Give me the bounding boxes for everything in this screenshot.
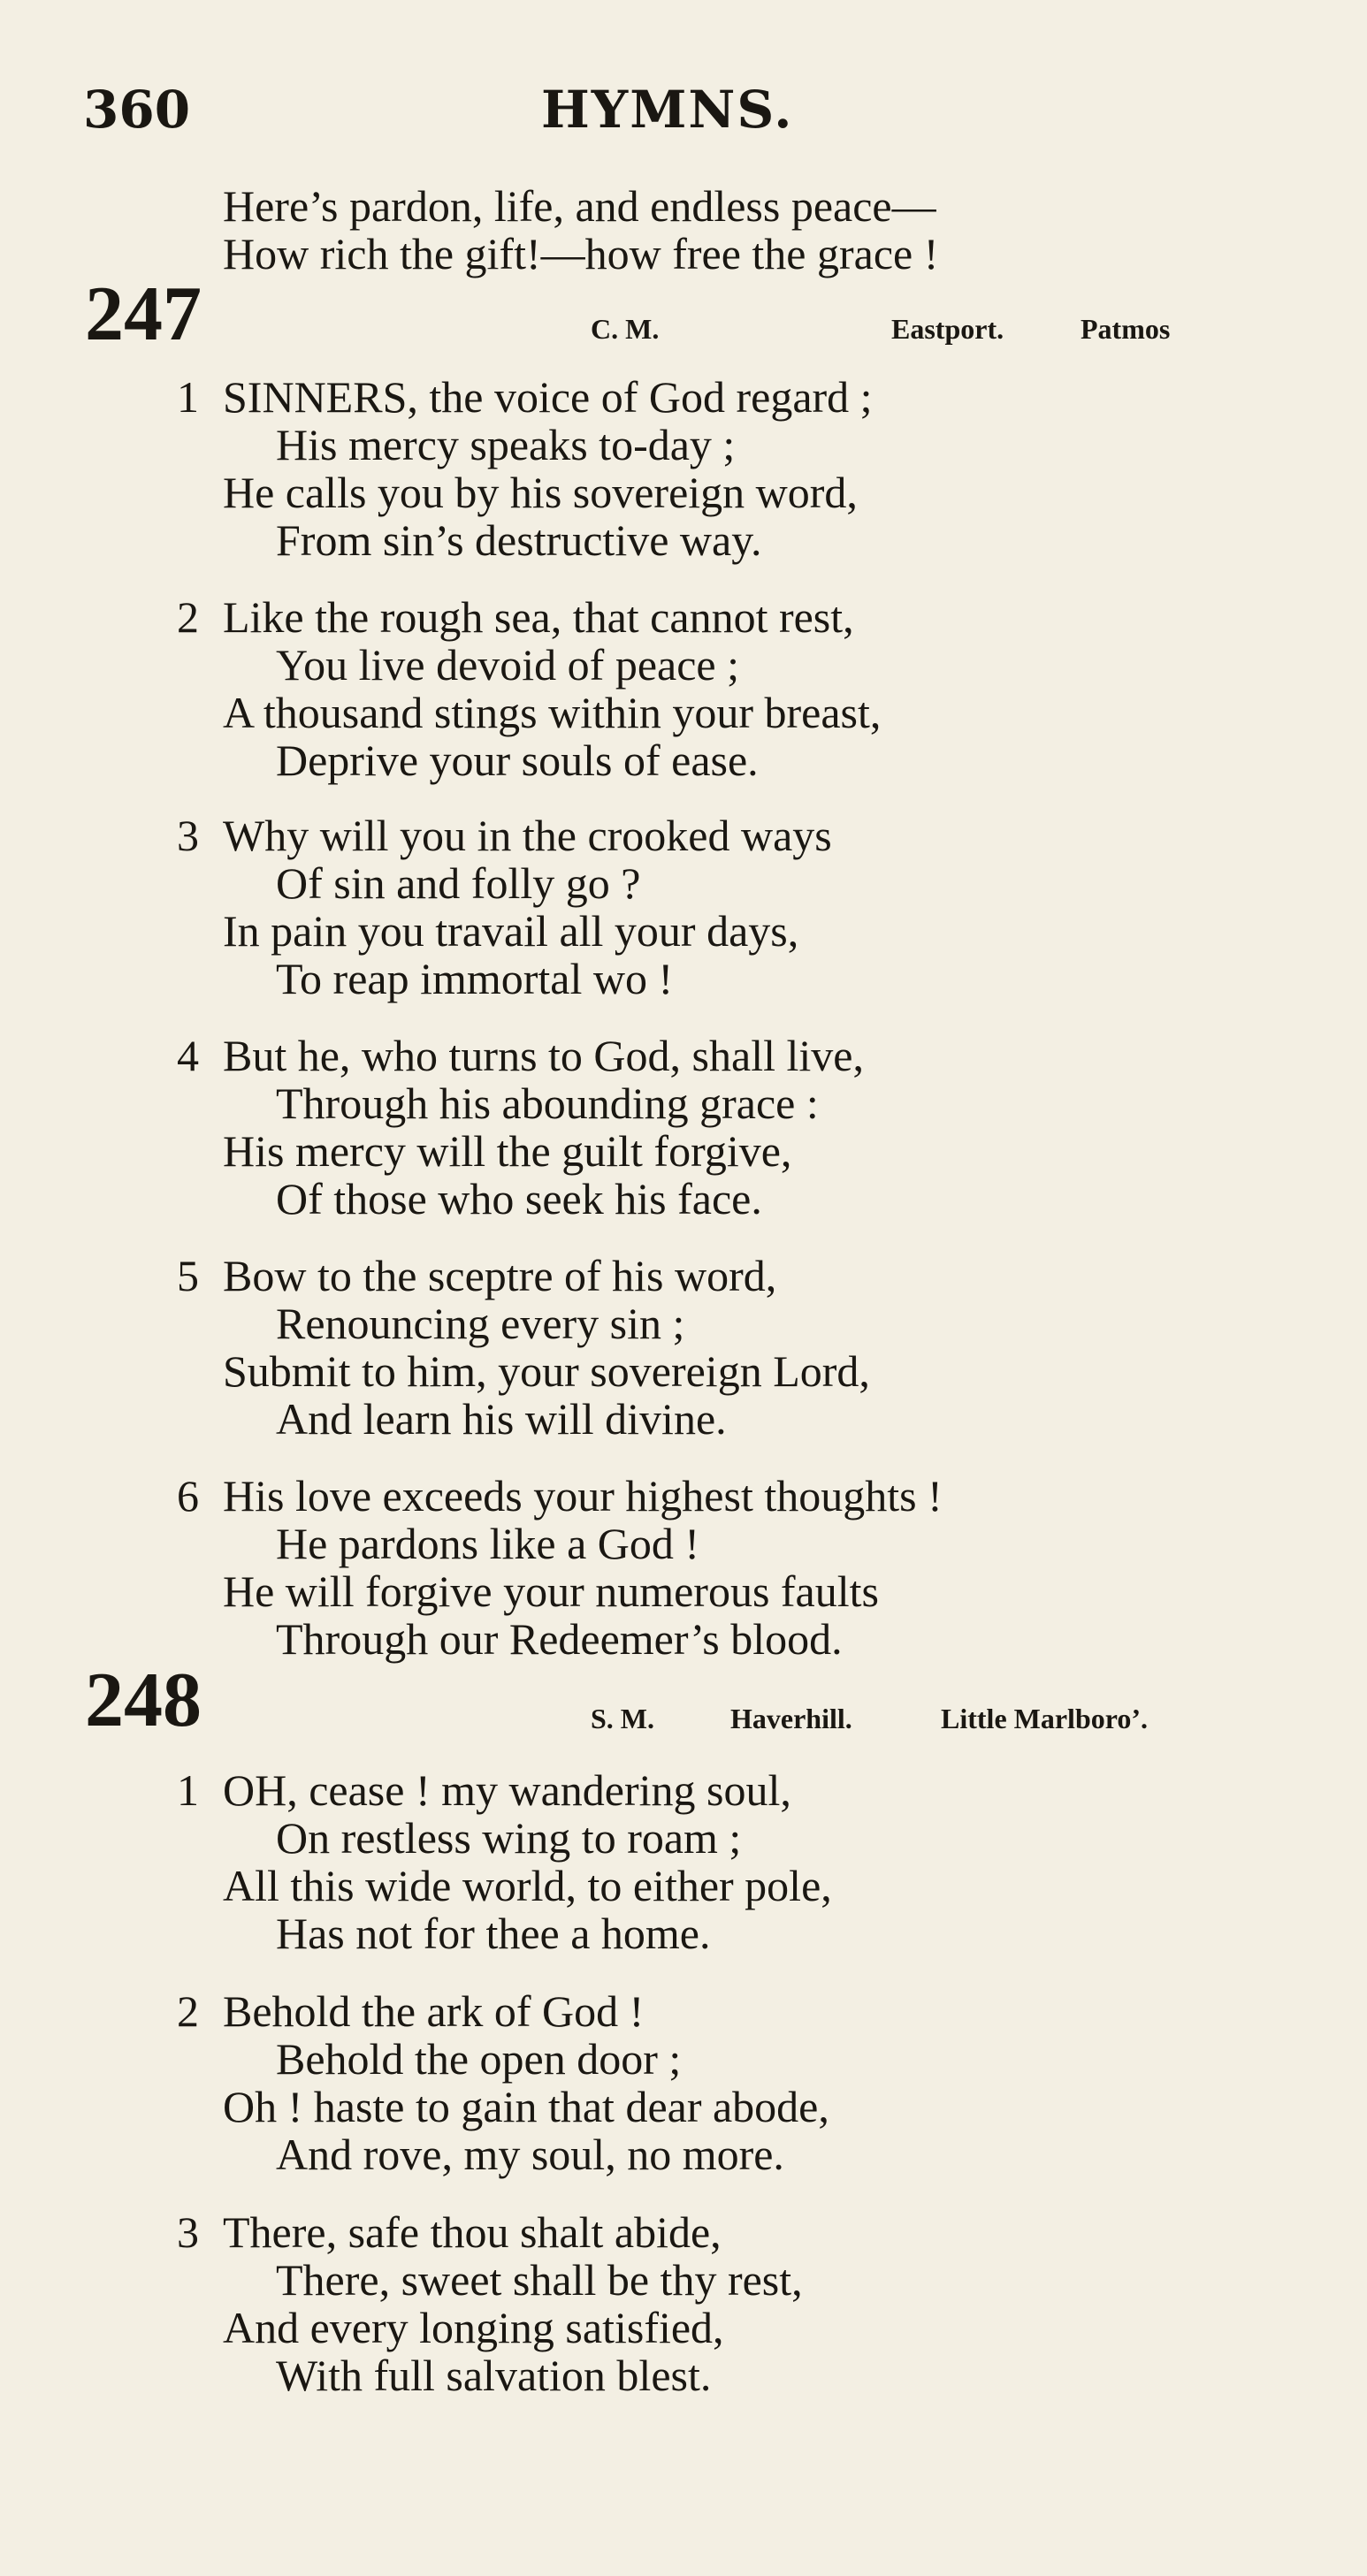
verse-line: Renouncing every sin ;	[276, 1299, 685, 1348]
hymn-number: 247	[85, 271, 202, 357]
stanza-number: 1	[177, 1765, 199, 1815]
verse-line: He calls you by his sovereign word,	[223, 468, 858, 517]
verse-line: Through our Redeemer’s blood.	[276, 1614, 843, 1664]
verse-line: On restless wing to roam ;	[276, 1813, 742, 1863]
hymn-tune: Patmos	[1081, 313, 1171, 345]
page-number: 360	[83, 80, 191, 140]
verse-line: With full salvation blest.	[276, 2351, 712, 2400]
hymn-tune: Little Marlboro’.	[941, 1703, 1149, 1734]
verse-line: But he, who turns to God, shall live,	[223, 1031, 864, 1080]
verse-line: Of sin and folly go ?	[276, 858, 641, 908]
stanza-number: 5	[177, 1251, 199, 1300]
hymn-meter: C. M.	[591, 313, 660, 345]
verse-line: Bow to the sceptre of his word,	[223, 1251, 777, 1300]
hymn-tune: Haverhill.	[730, 1703, 852, 1734]
verse-line: SINNERS, the voice of God regard ;	[223, 372, 873, 422]
verse-line: Oh ! haste to gain that dear abode,	[223, 2082, 829, 2131]
stanza-number: 1	[177, 372, 199, 422]
verse-line: His love exceeds your highest thoughts !	[223, 1471, 943, 1520]
verse-line: Why will you in the crooked ways	[223, 811, 832, 860]
hymn-tune: Eastport.	[891, 313, 1004, 345]
verse-line: Through his abounding grace :	[276, 1078, 819, 1128]
verse-line: And every longing satisfied,	[223, 2303, 724, 2352]
hymn-meter: S. M.	[591, 1703, 654, 1734]
verse-line: His mercy speaks to-day ;	[276, 420, 736, 469]
verse-line: In pain you travail all your days,	[223, 906, 799, 956]
verse-line: Behold the ark of God !	[223, 1986, 645, 2036]
verse-line: Deprive your souls of ease.	[276, 735, 759, 785]
verse-line: OH, cease ! my wandering soul,	[223, 1765, 791, 1815]
verse-line: Behold the open door ;	[276, 2034, 682, 2084]
verse-line: Of those who seek his face.	[276, 1174, 762, 1223]
stanza-number: 2	[177, 1986, 199, 2036]
continuation-line: Here’s pardon, life, and endless peace—	[223, 181, 936, 231]
verse-line: All this wide world, to either pole,	[223, 1861, 832, 1910]
stanza-number: 4	[177, 1031, 199, 1080]
page-header	[0, 80, 1367, 141]
verse-line: From sin’s destructive way.	[276, 515, 762, 565]
verse-line: Submit to him, your sovereign Lord,	[223, 1346, 870, 1396]
stanza-number: 2	[177, 592, 199, 642]
verse-line: A thousand stings within your breast,	[223, 688, 882, 737]
verse-line: And rove, my soul, no more.	[276, 2130, 784, 2179]
verse-line: He pardons like a God !	[276, 1519, 700, 1568]
verse-line: To reap immortal wo !	[276, 954, 674, 1003]
stanza-number: 6	[177, 1471, 199, 1520]
verse-line: There, safe thou shalt abide,	[223, 2207, 722, 2257]
verse-line: Like the rough sea, that cannot rest,	[223, 592, 854, 642]
hymn-number: 248	[85, 1658, 202, 1743]
verse-line: And learn his will divine.	[276, 1394, 727, 1444]
verse-line: His mercy will the guilt forgive,	[223, 1126, 792, 1176]
running-title: HYMNS.	[541, 80, 794, 140]
stanza-number: 3	[177, 2207, 199, 2257]
stanza-number: 3	[177, 811, 199, 860]
verse-line: Has not for thee a home.	[276, 1909, 711, 1958]
verse-line: He will forgive your numerous faults	[223, 1566, 879, 1616]
verse-line: There, sweet shall be thy rest,	[276, 2255, 803, 2305]
continuation-line: How rich the gift!—how free the grace !	[223, 229, 939, 278]
verse-line: You live devoid of peace ;	[276, 640, 739, 690]
